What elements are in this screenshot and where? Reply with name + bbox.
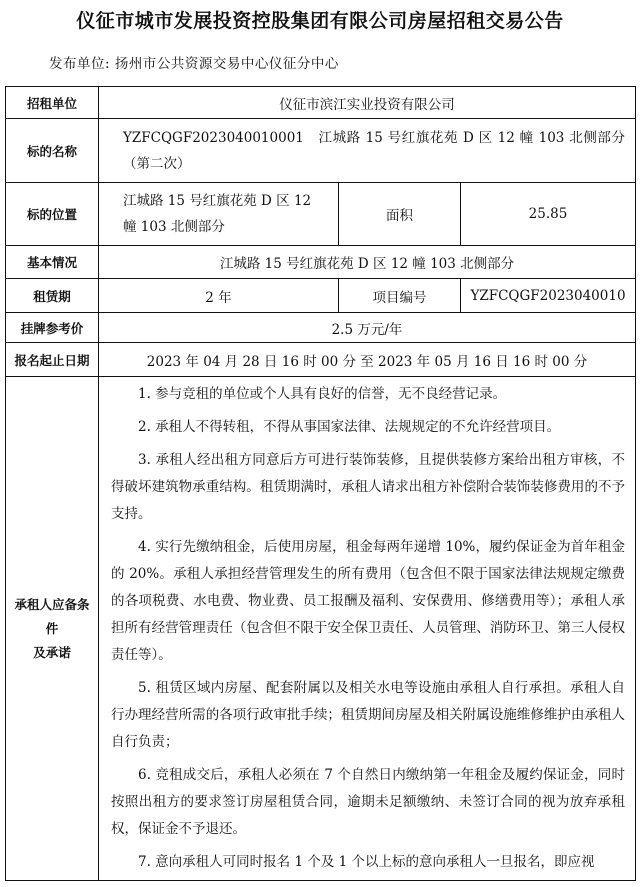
row-location	[6, 183, 636, 246]
publisher-value: 扬州市公共资源交易中心仪征分中心	[114, 56, 339, 72]
registration-value: 2023 年 04 月 28 日 16 时 00 分 至 2023 年 05 月 16 日 16 时 00 分	[99, 343, 636, 377]
lease-term-label: 租赁期	[6, 279, 99, 313]
conditions-label-line2: 及承诺	[33, 644, 71, 660]
subject-name-label: 标的名称	[6, 119, 99, 183]
condition-item: 3. 承租人经出租方同意后方可进行装饰装修，且提供装修方案给出租方审核，不得破坏建筑物承重结构。租赁期满时，承租人请求出租方补偿附合装饰装修费用的不予支持。	[111, 452, 625, 522]
condition-item: 6. 竞租成交后，承租人必须在 7 个自然日内缴纳第一年租金及履约保证金，同时按照出租方的要求签订房屋租赁合同，逾期未足额缴纳、未签订合同的视为放弃承租权，保证金不予退还。	[111, 767, 625, 837]
condition-item: 5. 租赁区域内房屋、配套附属以及相关水电等设施由承租人自行承担。承租人自行办理经营所需的各项行政审批手续；租赁期间房屋及相关附属设施维修维护由承租人自行负责；	[111, 680, 625, 750]
reference-price-label: 挂牌参考价	[6, 313, 99, 343]
location-label: 标的位置	[6, 183, 99, 246]
row-subject-name	[6, 119, 636, 183]
row-conditions	[6, 377, 636, 881]
conditions-label-line1: 承租人应备条件	[14, 596, 90, 636]
conditions-content	[99, 377, 636, 881]
notice-table	[5, 86, 636, 881]
condition-item: 1. 参与竞租的单位或个人具有良好的信誉，无不良经营记录。	[138, 386, 507, 402]
basic-info-label: 基本情况	[6, 246, 99, 279]
landlord-label: 招租单位	[6, 87, 99, 119]
landlord-value: 仪征市滨江实业投资有限公司	[99, 87, 636, 119]
conditions-label	[6, 377, 99, 881]
registration-label: 报名起止日期	[6, 343, 99, 377]
condition-item: 4. 实行先缴纳租金，后使用房屋，租金每两年递增 10%，履约保证金为首年租金的 20%。承租人承担经营管理发生的所有费用（包含但不限于国家法律法规规定缴费的各项税费、水电费、物业费、员工报酬及福利、安保费用、修缮费用等）；承租人承担所有经营管理责任（包含但不限于安全保卫责任、人员管理、消防环卫、第三人侵权责任等）。	[111, 539, 625, 663]
row-reference-price	[6, 313, 636, 343]
lease-term-value: 2 年	[99, 279, 339, 313]
row-registration	[6, 343, 636, 377]
row-lease-term	[6, 279, 636, 313]
area-label: 面积	[339, 183, 461, 246]
basic-info-value: 江城路 15 号红旗花苑 D 区 12 幢 103 北侧部分	[99, 246, 636, 279]
subject-name-value: YZFCQGF2023040010001 江城路 15 号红旗花苑 D 区 12 幢 103 北侧部分（第二次）	[99, 119, 636, 183]
reference-price-value: 2.5 万元/年	[99, 313, 636, 343]
condition-item: 7. 意向承租人可同时报名 1 个及 1 个以上标的意向承租人一旦报名，即应视	[138, 854, 595, 870]
location-value: 江城路 15 号红旗花苑 D 区 12 幢 103 北侧部分	[99, 183, 339, 246]
area-value: 25.85	[461, 183, 636, 246]
row-landlord	[6, 87, 636, 119]
row-basic-info	[6, 246, 636, 279]
project-no-label: 项目编号	[339, 279, 461, 313]
project-no-value: YZFCQGF2023040010	[461, 279, 636, 313]
page-title: 仪征市城市发展投资控股集团有限公司房屋招租交易公告	[76, 10, 564, 32]
publisher-line	[49, 52, 339, 72]
publisher-label: 发布单位:	[49, 56, 111, 72]
condition-item: 2. 承租人不得转租，不得从事国家法律、法规规定的不允许经营项目。	[138, 419, 561, 435]
